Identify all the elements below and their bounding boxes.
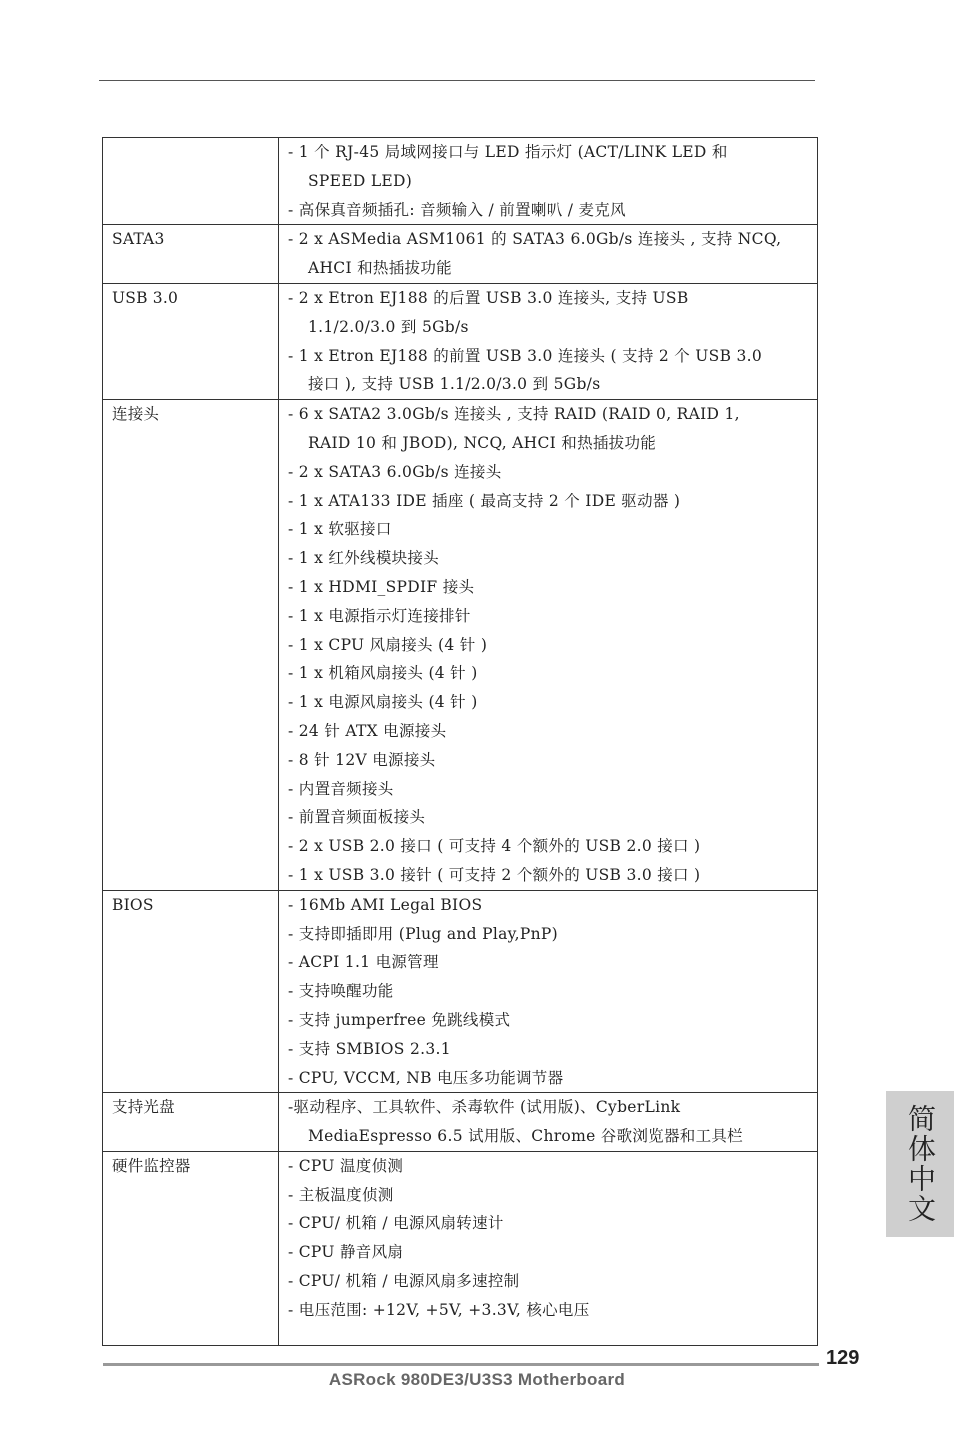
spec-line: - 24 针 ATX 电源接头 <box>288 721 447 740</box>
spec-row <box>103 890 818 1093</box>
spec-line: MediaEspresso 6.5 试用版、Chrome 谷歌浏览器和工具栏 <box>308 1127 743 1146</box>
spec-line: - 支持即插即用 (Plug and Play,PnP) <box>288 924 558 943</box>
spec-line: -驱动程序、工具软件、杀毒软件 (试用版)、CyberLink <box>288 1098 681 1117</box>
spec-line: AHCI 和热插拔功能 <box>308 259 452 278</box>
spec-label-cell <box>103 1093 279 1152</box>
spec-line: 1.1/2.0/3.0 到 5Gb/s <box>308 317 469 336</box>
spec-line: - 1 x HDMI_SPDIF 接头 <box>288 577 475 596</box>
spec-label-cell <box>103 225 279 284</box>
spec-line: - 支持唤醒功能 <box>288 982 394 1001</box>
spec-table <box>102 137 818 1346</box>
spec-row <box>103 400 818 891</box>
spec-line: - 内置音频接头 <box>288 779 394 798</box>
spec-label-cell <box>103 400 279 891</box>
spec-line: - 1 x 电源指示灯连接排针 <box>288 606 471 625</box>
spec-line: - 1 个 RJ-45 局域网接口与 LED 指示灯 (ACT/LINK LED 和 <box>288 143 728 161</box>
spec-line: - CPU/ 机箱 / 电源风扇多速控制 <box>288 1272 520 1291</box>
spec-label-cell <box>103 890 279 1093</box>
spec-line: - CPU/ 机箱 / 电源风扇转速计 <box>288 1214 504 1233</box>
language-tab-label: 简体中文 <box>904 1104 937 1224</box>
spec-line: - 2 x ASMedia ASM1061 的 SATA3 6.0Gb/s 连接头 , 支持 NCQ, <box>288 230 782 249</box>
spec-line: - 1 x 软驱接口 <box>288 520 392 539</box>
spec-line: - 1 x 电源风扇接头 (4 针 ) <box>288 693 478 712</box>
spec-line: - 1 x USB 3.0 接针 ( 可支持 2 个额外的 USB 3.0 接口 ) <box>288 865 701 884</box>
spec-content-cell <box>279 138 818 225</box>
spec-label: 支持光盘 <box>112 1098 175 1117</box>
spec-line: - 高保真音频插孔: 音频输入 / 前置喇叭 / 麦克风 <box>288 200 626 219</box>
spec-line: - 8 针 12V 电源接头 <box>288 750 436 769</box>
spec-row <box>103 1151 818 1345</box>
spec-content-cell <box>279 1151 818 1345</box>
spec-line: - CPU 温度侦测 <box>288 1156 404 1175</box>
spec-line: - 1 x 机箱风扇接头 (4 针 ) <box>288 664 478 683</box>
spec-content-cell <box>279 400 818 891</box>
spec-row <box>103 138 818 225</box>
spec-line: - 6 x SATA2 3.0Gb/s 连接头 , 支持 RAID (RAID 0, RAID 1, <box>288 405 740 424</box>
spec-line: - 1 x Etron EJ188 的前置 USB 3.0 连接头 ( 支持 2 个 USB 3.0 <box>288 346 763 365</box>
footer-title: ASRock 980DE3/U3S3 Motherboard <box>328 1370 626 1389</box>
spec-label: USB 3.0 <box>112 288 179 307</box>
spec-label-cell <box>103 1151 279 1345</box>
spec-line: - 16Mb AMI Legal BIOS <box>288 895 483 914</box>
spec-label: 连接头 <box>112 405 160 424</box>
spec-line: - 2 x USB 2.0 接口 ( 可支持 4 个额外的 USB 2.0 接口 ) <box>288 837 701 856</box>
spec-line: - 1 x CPU 风扇接头 (4 针 ) <box>288 635 488 654</box>
spec-line: - 2 x SATA3 6.0Gb/s 连接头 <box>288 462 502 481</box>
top-rule <box>99 80 815 81</box>
row-spacer <box>288 1325 813 1345</box>
language-tab <box>886 1091 954 1237</box>
spec-label: BIOS <box>112 895 154 914</box>
spec-label-cell <box>103 138 279 225</box>
spec-line: - 1 x 红外线模块接头 <box>288 549 440 568</box>
spec-content-cell <box>279 283 818 399</box>
spec-line: - CPU 静音风扇 <box>288 1243 404 1262</box>
bottom-rule <box>103 1363 819 1366</box>
page-number: 129 <box>826 1347 860 1369</box>
spec-line: - 支持 jumperfree 免跳线模式 <box>288 1010 511 1029</box>
spec-content-cell <box>279 1093 818 1152</box>
spec-label <box>112 138 278 167</box>
spec-line: - 2 x Etron EJ188 的后置 USB 3.0 连接头, 支持 USB <box>288 288 689 307</box>
spec-line: - 1 x ATA133 IDE 插座 ( 最高支持 2 个 IDE 驱动器 ) <box>288 491 681 510</box>
spec-content-cell <box>279 225 818 284</box>
spec-row <box>103 283 818 399</box>
spec-line: - ACPI 1.1 电源管理 <box>288 953 439 972</box>
spec-label: 硬件监控器 <box>112 1156 191 1175</box>
spec-line: - 支持 SMBIOS 2.3.1 <box>288 1039 451 1058</box>
spec-line: - CPU, VCCM, NB 电压多功能调节器 <box>288 1068 564 1087</box>
spec-content-cell <box>279 890 818 1093</box>
spec-line: SPEED LED) <box>308 171 413 190</box>
spec-line: 接口 ), 支持 USB 1.1/2.0/3.0 到 5Gb/s <box>308 375 601 394</box>
spec-line: - 前置音频面板接头 <box>288 808 426 827</box>
spec-line: - 电压范围: +12V, +5V, +3.3V, 核心电压 <box>288 1300 590 1319</box>
spec-line: RAID 10 和 JBOD), NCQ, AHCI 和热插拔功能 <box>308 433 657 452</box>
spec-label-cell <box>103 283 279 399</box>
spec-row <box>103 225 818 284</box>
spec-row <box>103 1093 818 1152</box>
spec-label: SATA3 <box>112 230 165 249</box>
spec-line: - 主板温度侦测 <box>288 1185 394 1204</box>
